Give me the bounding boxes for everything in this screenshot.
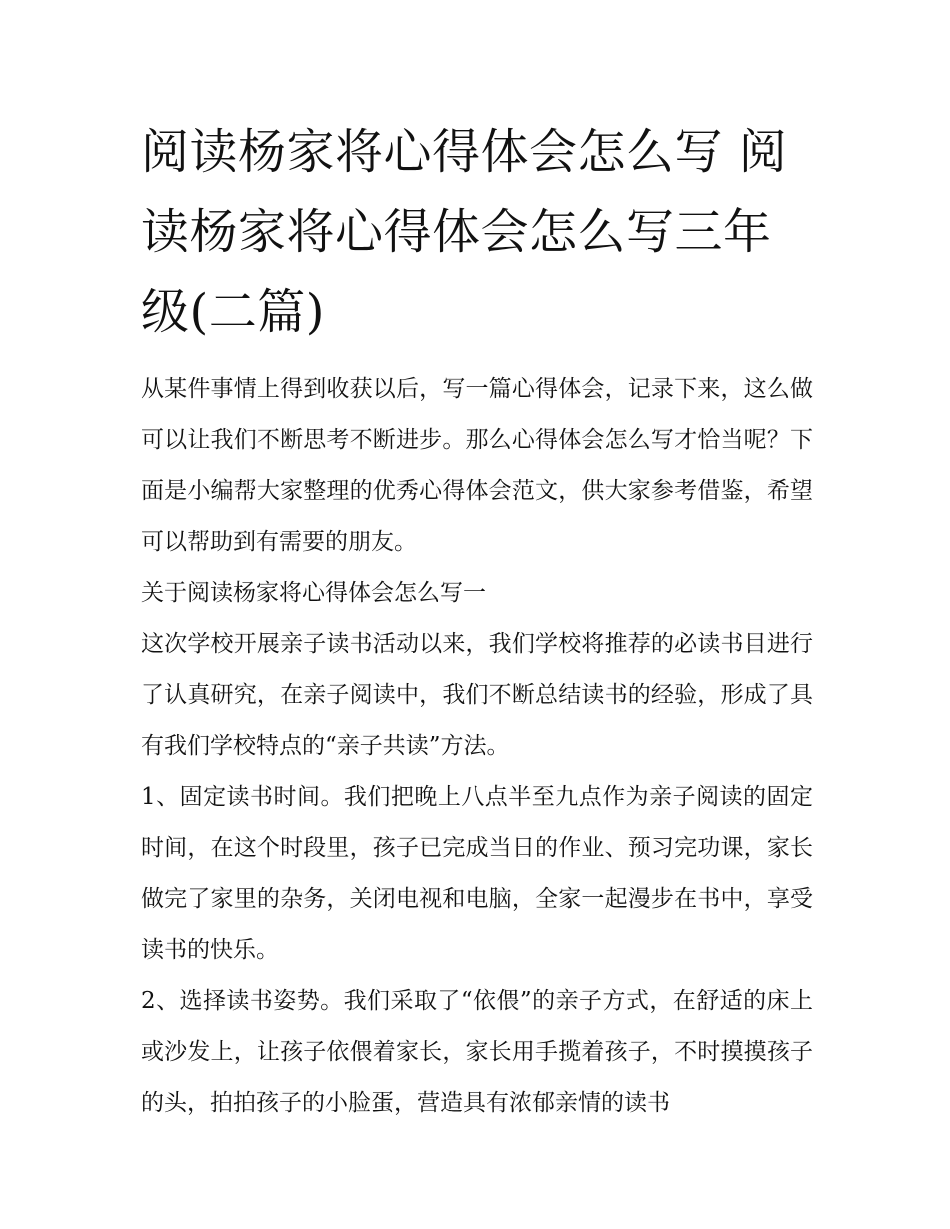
list-item-1: 1、固定读书时间。我们把晚上八点半至九点作为亲子阅读的固定时间，在这个时段里，孩子已完成当日的作业、预习完功课，家长做完了家里的杂务，关闭电视和电脑，全家一起漫步在书中，享受读书的快乐。 (141, 784, 813, 963)
list-item-2: 2、选择读书姿势。我们采取了“依偎”的亲子方式，在舒适的床上或沙发上，让孩子依偎着家长，家长用手揽着孩子，不时摸摸孩子的头，拍拍孩子的小脸蛋，营造具有浓郁亲情的读书 (141, 988, 813, 1116)
body-paragraph: 这次学校开展亲子读书活动以来，我们学校将推荐的必读书目进行了认真研究，在亲子阅读中，我们不断总结读书的经验，形成了具有我们学校特点的“亲子共读”方法。 (141, 631, 813, 759)
document-title: 阅读杨家将心得体会怎么写 阅读杨家将心得体会怎么写三年级(二篇) (141, 124, 788, 340)
section-heading: 关于阅读杨家将心得体会怎么写一 (141, 580, 486, 606)
document-body (141, 112, 813, 1129)
intro-paragraph: 从某件事情上得到收获以后，写一篇心得体会，记录下来，这么做可以让我们不断思考不断进步。那么心得体会怎么写才恰当呢？下面是小编帮大家整理的优秀心得体会范文，供大家参考借鉴，希望可以帮助到有需要的朋友。 (141, 376, 813, 555)
